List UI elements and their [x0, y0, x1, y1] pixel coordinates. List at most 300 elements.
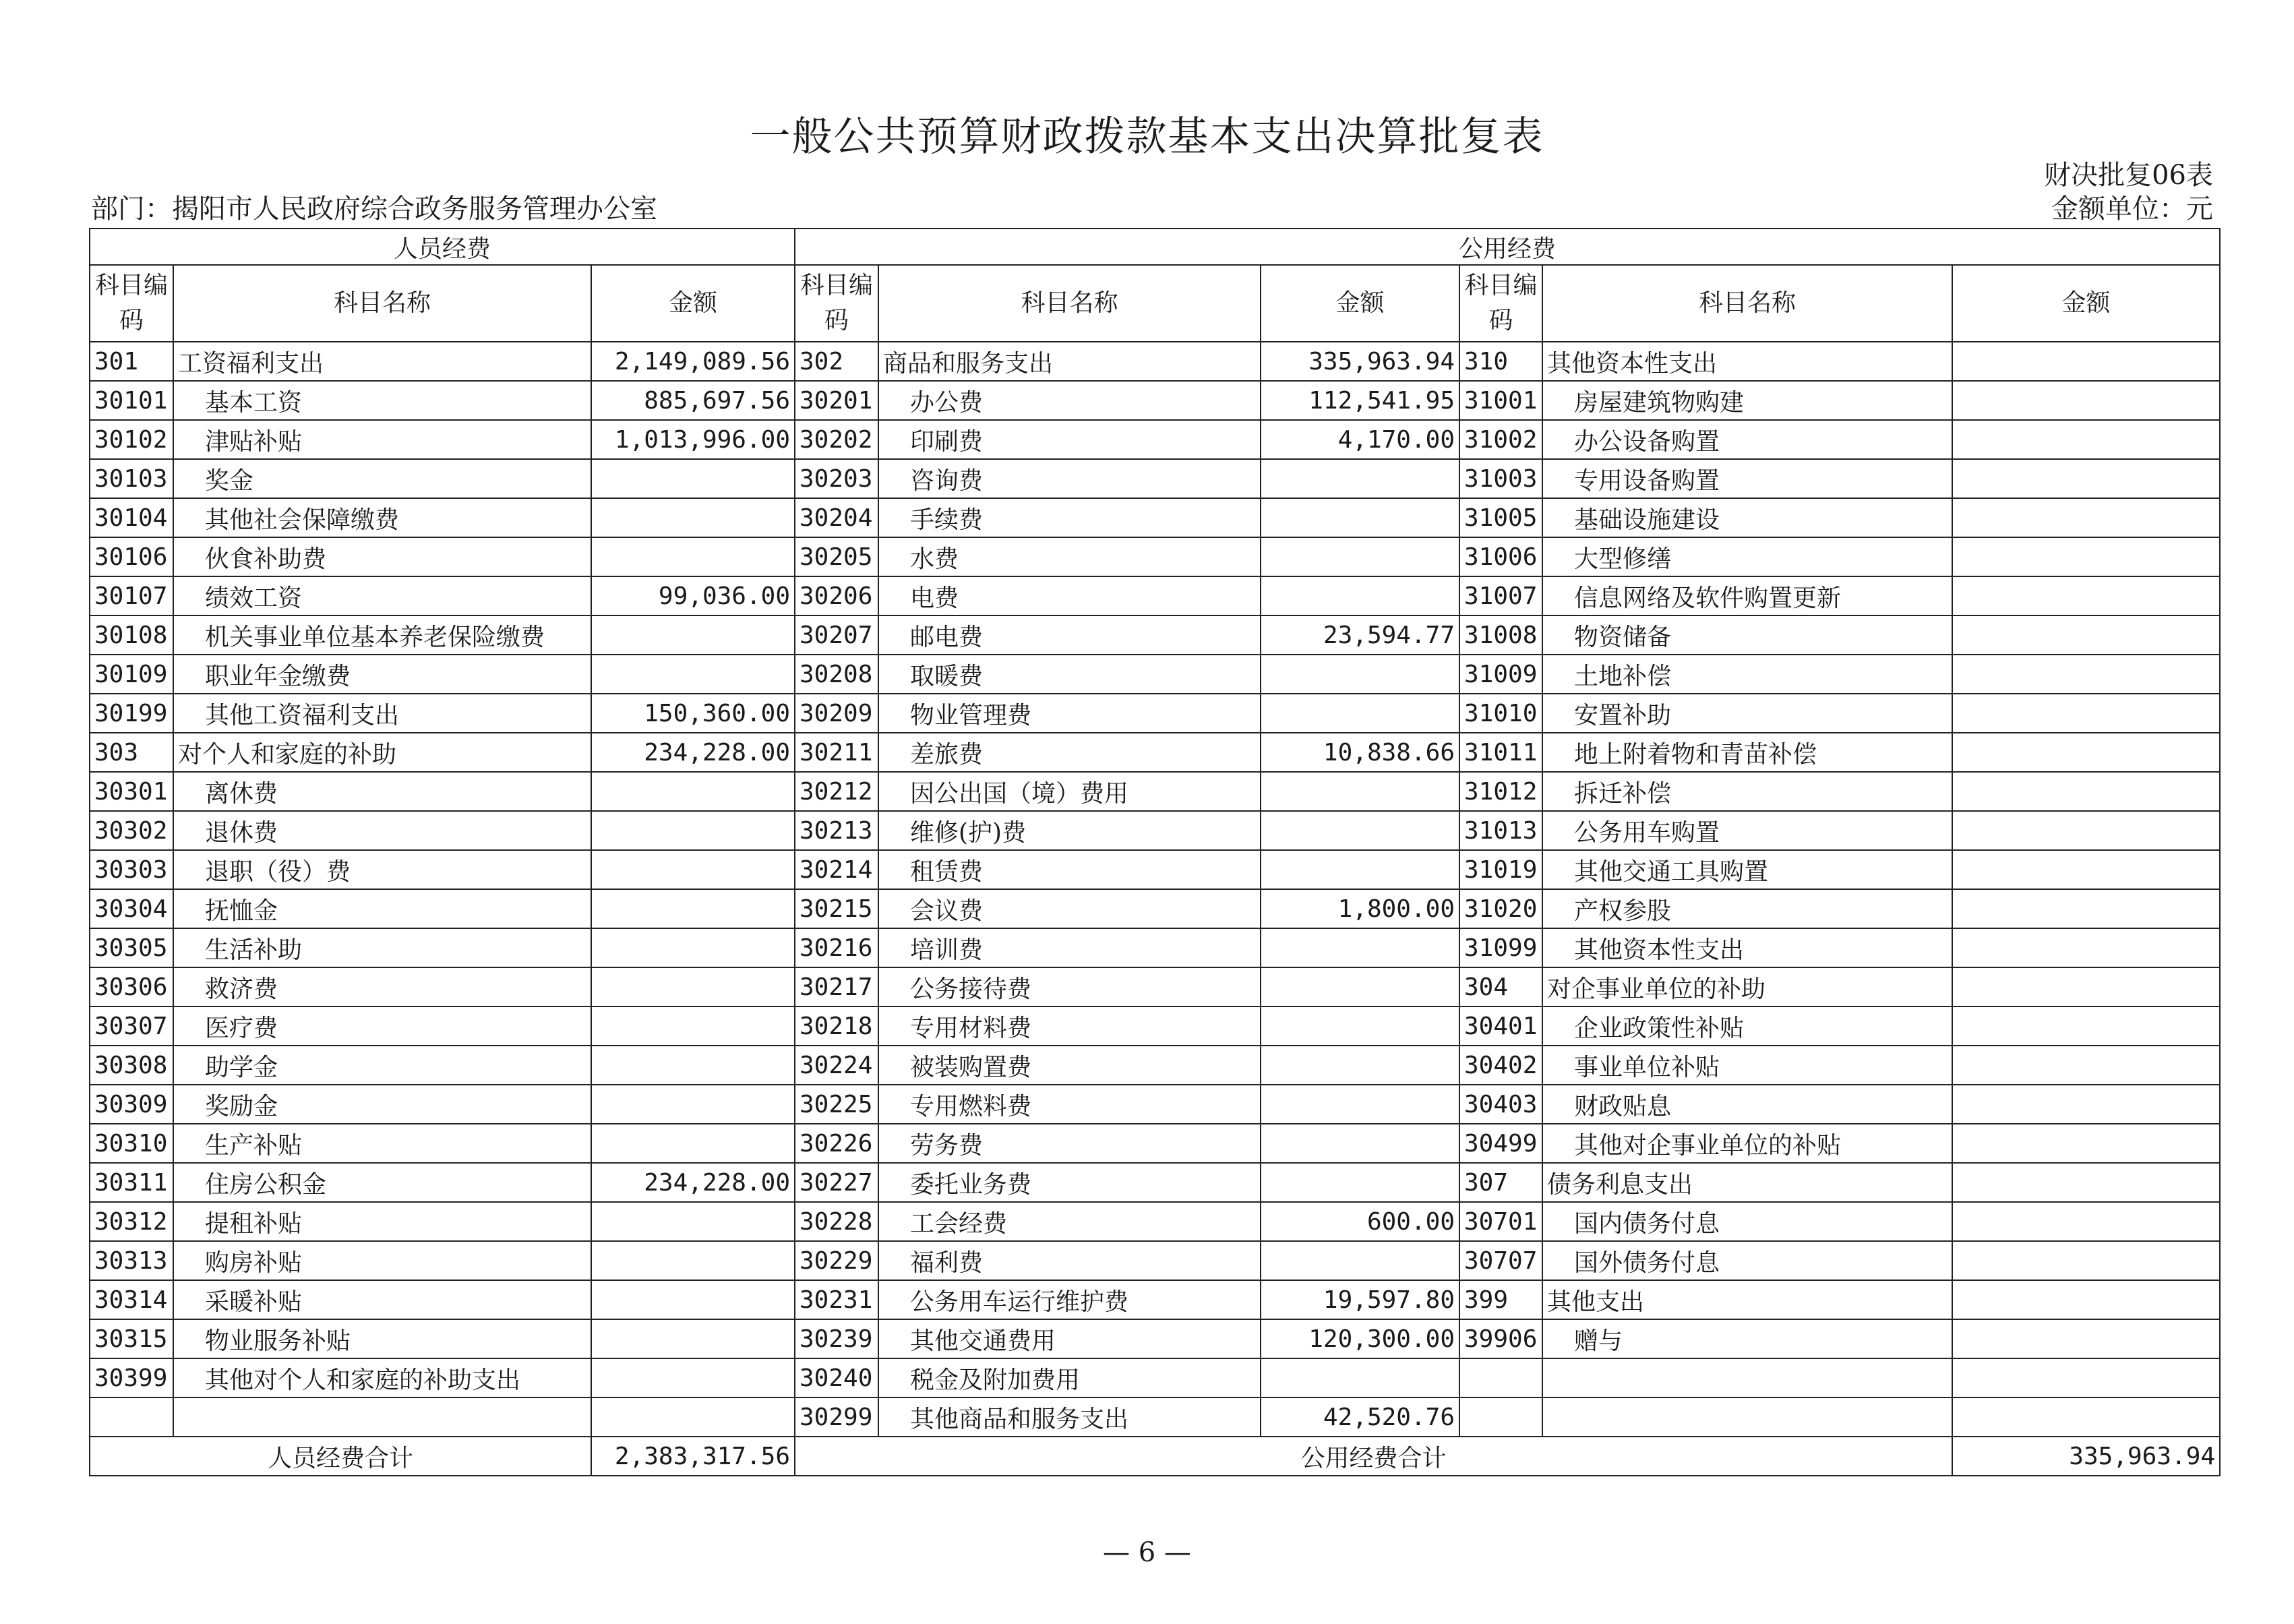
table-row [90, 1280, 2220, 1319]
name-cell [878, 850, 1261, 889]
code-cell: 30305 [90, 928, 173, 967]
name-cell [1542, 381, 1952, 420]
name-cell [1542, 655, 1952, 694]
code-cell: 30231 [795, 1280, 878, 1319]
name-cell [1542, 420, 1952, 459]
code-cell: 31003 [1459, 459, 1542, 498]
name-cell [173, 576, 591, 615]
name-cell [1542, 772, 1952, 811]
amount-cell [1261, 1358, 1459, 1397]
name-cell [878, 342, 1261, 381]
name-cell [1542, 1202, 1952, 1241]
name-cell [173, 772, 591, 811]
item-name: 物资储备 [1574, 623, 1672, 651]
amount-cell [1261, 655, 1459, 694]
code-cell: 31012 [1459, 772, 1542, 811]
amount-cell [1952, 1241, 2220, 1280]
item-name: 其他对企事业单位的补贴 [1574, 1131, 1842, 1160]
item-name: 会议费 [910, 897, 984, 925]
amount-cell [1952, 772, 2220, 811]
amount-cell [591, 850, 795, 889]
amount-cell: 335,963.94 [1261, 342, 1459, 381]
item-name: 生活补助 [205, 936, 303, 964]
code-cell: 30209 [795, 694, 878, 733]
table-row [90, 1085, 2220, 1124]
item-name: 对个人和家庭的补助 [178, 740, 397, 769]
name-cell [173, 811, 591, 850]
code-cell: 30204 [795, 498, 878, 537]
code-cell: 31005 [1459, 498, 1542, 537]
code-cell: 30228 [795, 1202, 878, 1241]
amount-cell [591, 655, 795, 694]
amount-cell [591, 1358, 795, 1397]
code-cell: 310 [1459, 342, 1542, 381]
header-code: 科目编码 [1459, 265, 1542, 342]
code-cell: 30310 [90, 1124, 173, 1163]
name-cell [1542, 498, 1952, 537]
item-name: 产权参股 [1574, 897, 1672, 925]
code-cell: 30399 [90, 1358, 173, 1397]
item-name: 其他对个人和家庭的补助支出 [205, 1366, 521, 1394]
item-name: 医疗费 [205, 1014, 278, 1042]
item-name: 被装购置费 [910, 1053, 1032, 1081]
code-cell: 301 [90, 342, 173, 381]
item-name: 因公出国（境）费用 [910, 779, 1129, 808]
amount-cell [1261, 459, 1459, 498]
amount-cell [1952, 1280, 2220, 1319]
code-cell: 30313 [90, 1241, 173, 1280]
name-cell [1542, 1085, 1952, 1124]
name-cell [878, 381, 1261, 420]
table-row [90, 1241, 2220, 1280]
item-name: 办公设备购置 [1574, 427, 1720, 456]
code-cell: 31099 [1459, 928, 1542, 967]
item-name: 地上附着物和青苗补偿 [1574, 740, 1817, 769]
item-name: 抚恤金 [205, 897, 278, 925]
table-row [90, 928, 2220, 967]
amount-cell [591, 537, 795, 576]
item-name: 委托业务费 [910, 1170, 1032, 1199]
code-cell: 30402 [1459, 1046, 1542, 1085]
name-cell [878, 733, 1261, 772]
code-cell: 30301 [90, 772, 173, 811]
code-cell: 30218 [795, 1006, 878, 1046]
name-cell [1542, 1124, 1952, 1163]
item-name: 国外债务付息 [1574, 1249, 1720, 1277]
code-cell: 303 [90, 733, 173, 772]
amount-cell [1261, 694, 1459, 733]
item-name: 离休费 [205, 779, 278, 808]
item-name: 提租补贴 [205, 1209, 303, 1238]
amount-cell [1261, 498, 1459, 537]
item-name: 其他工资福利支出 [205, 701, 400, 729]
code-cell: 30299 [795, 1397, 878, 1437]
item-name: 咨询费 [910, 467, 984, 495]
amount-cell [591, 1085, 795, 1124]
item-name: 奖金 [205, 467, 254, 495]
code-cell: 30304 [90, 889, 173, 928]
item-name: 办公费 [910, 388, 984, 417]
amount-cell [1952, 1319, 2220, 1358]
item-name: 其他交通工具购置 [1574, 858, 1769, 886]
amount-cell [1952, 1397, 2220, 1437]
item-name: 劳务费 [910, 1131, 984, 1160]
code-cell: 30206 [795, 576, 878, 615]
code-cell: 30226 [795, 1124, 878, 1163]
amount-cell: 4,170.00 [1261, 420, 1459, 459]
table-row [90, 342, 2220, 381]
code-cell: 30302 [90, 811, 173, 850]
item-name: 取暖费 [910, 662, 984, 690]
amount-cell [591, 772, 795, 811]
name-cell [1542, 1046, 1952, 1085]
amount-cell [1952, 498, 2220, 537]
amount-cell [1261, 576, 1459, 615]
header-amount: 金额 [1952, 265, 2220, 342]
code-cell: 31013 [1459, 811, 1542, 850]
name-cell [878, 615, 1261, 655]
name-cell [173, 1319, 591, 1358]
code-cell: 31011 [1459, 733, 1542, 772]
code-cell: 30201 [795, 381, 878, 420]
amount-cell [1261, 1085, 1459, 1124]
item-name: 维修(护)费 [910, 818, 1027, 847]
name-cell [173, 615, 591, 655]
name-cell [173, 1006, 591, 1046]
name-cell [173, 850, 591, 889]
amount-cell [1261, 850, 1459, 889]
code-cell: 30308 [90, 1046, 173, 1085]
amount-cell [591, 889, 795, 928]
name-cell [173, 1397, 591, 1437]
name-cell [173, 498, 591, 537]
code-cell: 30217 [795, 967, 878, 1006]
item-name: 退休费 [205, 818, 278, 847]
code-cell: 30224 [795, 1046, 878, 1085]
code-cell: 30203 [795, 459, 878, 498]
name-cell [173, 967, 591, 1006]
name-cell [1542, 1319, 1952, 1358]
item-name: 财政贴息 [1574, 1092, 1672, 1120]
name-cell [173, 342, 591, 381]
item-name: 大型修缮 [1574, 545, 1672, 573]
name-cell [878, 1358, 1261, 1397]
header-code: 科目编码 [795, 265, 878, 342]
personnel-total-amount: 2,383,317.56 [591, 1437, 795, 1476]
code-cell: 30216 [795, 928, 878, 967]
table-row [90, 1124, 2220, 1163]
code-cell [1459, 1358, 1542, 1397]
code-cell: 30311 [90, 1163, 173, 1202]
personnel-total-label: 人员经费合计 [90, 1437, 591, 1476]
item-name: 伙食补助费 [205, 545, 327, 573]
name-cell [878, 1397, 1261, 1437]
name-cell [878, 420, 1261, 459]
name-cell [173, 1163, 591, 1202]
code-cell: 302 [795, 342, 878, 381]
item-name: 物业管理费 [910, 701, 1032, 729]
amount-cell: 42,520.76 [1261, 1397, 1459, 1437]
name-cell [1542, 694, 1952, 733]
code-cell: 30214 [795, 850, 878, 889]
code-cell: 30312 [90, 1202, 173, 1241]
code-cell: 307 [1459, 1163, 1542, 1202]
amount-cell [1952, 694, 2220, 733]
amount-cell [591, 1397, 795, 1437]
amount-cell [1261, 1163, 1459, 1202]
public-total-amount: 335,963.94 [1952, 1437, 2220, 1476]
amount-cell [1952, 928, 2220, 967]
amount-cell [591, 967, 795, 1006]
item-name: 津贴补贴 [205, 427, 303, 456]
amount-cell: 1,800.00 [1261, 889, 1459, 928]
code-cell: 30215 [795, 889, 878, 928]
amount-cell [1261, 537, 1459, 576]
amount-cell [1952, 576, 2220, 615]
code-cell: 30109 [90, 655, 173, 694]
item-name: 采暖补贴 [205, 1288, 303, 1316]
code-cell: 30309 [90, 1085, 173, 1124]
public-total-label: 公用经费合计 [795, 1437, 1952, 1476]
code-cell: 31006 [1459, 537, 1542, 576]
amount-cell: 885,697.56 [591, 381, 795, 420]
name-cell [878, 889, 1261, 928]
name-cell [1542, 1163, 1952, 1202]
item-name: 信息网络及软件购置更新 [1574, 584, 1842, 612]
code-cell: 304 [1459, 967, 1542, 1006]
amount-cell [591, 1006, 795, 1046]
name-cell [878, 811, 1261, 850]
item-name: 其他资本性支出 [1547, 349, 1718, 378]
code-cell [1459, 1397, 1542, 1437]
code-cell: 399 [1459, 1280, 1542, 1319]
amount-cell: 120,300.00 [1261, 1319, 1459, 1358]
item-name: 公务用车购置 [1574, 818, 1720, 847]
table-row [90, 850, 2220, 889]
name-cell [1542, 928, 1952, 967]
section-public: 公用经费 [795, 229, 2220, 265]
amount-cell: 10,838.66 [1261, 733, 1459, 772]
item-name: 其他社会保障缴费 [205, 506, 400, 534]
item-name: 退职（役）费 [205, 858, 351, 886]
name-cell [878, 1046, 1261, 1085]
amount-cell [1952, 850, 2220, 889]
code-cell: 31010 [1459, 694, 1542, 733]
amount-cell: 234,228.00 [591, 1163, 795, 1202]
item-name: 电费 [910, 584, 959, 612]
code-cell: 30239 [795, 1319, 878, 1358]
item-name: 公务用车运行维护费 [910, 1288, 1129, 1316]
page-number: — 6 — [1103, 1537, 1191, 1568]
name-cell [173, 733, 591, 772]
header-name: 科目名称 [878, 265, 1261, 342]
header-amount: 金额 [1261, 265, 1459, 342]
item-name: 租赁费 [910, 858, 984, 886]
code-cell: 31007 [1459, 576, 1542, 615]
table-row [90, 694, 2220, 733]
item-name: 其他资本性支出 [1574, 936, 1745, 964]
item-name: 基本工资 [205, 388, 303, 417]
table-row [90, 537, 2220, 576]
name-cell [1542, 576, 1952, 615]
code-cell: 30108 [90, 615, 173, 655]
name-cell [173, 928, 591, 967]
name-cell [173, 889, 591, 928]
name-cell [878, 1163, 1261, 1202]
item-name: 救济费 [205, 975, 278, 1003]
amount-cell [1952, 615, 2220, 655]
item-name: 福利费 [910, 1249, 984, 1277]
amount-cell: 150,360.00 [591, 694, 795, 733]
item-name: 购房补贴 [205, 1249, 303, 1277]
amount-cell: 23,594.77 [1261, 615, 1459, 655]
amount-cell [1261, 1006, 1459, 1046]
code-cell: 30403 [1459, 1085, 1542, 1124]
table-row [90, 967, 2220, 1006]
item-name: 邮电费 [910, 623, 984, 651]
amount-cell [1952, 1046, 2220, 1085]
header-amount: 金额 [591, 265, 795, 342]
item-name: 专用设备购置 [1574, 467, 1720, 495]
item-name: 其他交通费用 [910, 1327, 1056, 1355]
amount-cell [1952, 420, 2220, 459]
table-row [90, 1202, 2220, 1241]
name-cell [173, 655, 591, 694]
name-cell [878, 459, 1261, 498]
table-row [90, 459, 2220, 498]
item-name: 奖励金 [205, 1092, 278, 1120]
amount-cell [1261, 967, 1459, 1006]
code-cell: 30315 [90, 1319, 173, 1358]
table-row [90, 1319, 2220, 1358]
amount-cell [591, 1319, 795, 1358]
form-code: 财决批复06表 [2044, 160, 2213, 191]
name-cell [1542, 459, 1952, 498]
item-name: 生产补贴 [205, 1131, 303, 1160]
item-name: 债务利息支出 [1547, 1170, 1693, 1199]
code-cell: 30213 [795, 811, 878, 850]
name-cell [173, 1124, 591, 1163]
name-cell [878, 1241, 1261, 1280]
name-cell [1542, 733, 1952, 772]
amount-cell [591, 811, 795, 850]
item-name: 差旅费 [910, 740, 984, 769]
code-cell: 30202 [795, 420, 878, 459]
item-name: 商品和服务支出 [883, 349, 1054, 378]
item-name: 职业年金缴费 [205, 662, 351, 690]
code-cell [90, 1397, 173, 1437]
name-cell [1542, 889, 1952, 928]
item-name: 专用材料费 [910, 1014, 1032, 1042]
table-row [90, 615, 2220, 655]
name-cell [878, 1280, 1261, 1319]
code-cell: 30701 [1459, 1202, 1542, 1241]
report-title: 一般公共预算财政拨款基本支出决算批复表 [750, 113, 1544, 160]
expenditure-table [89, 228, 2221, 1476]
name-cell [1542, 1280, 1952, 1319]
amount-cell [591, 1202, 795, 1241]
item-name: 培训费 [910, 936, 984, 964]
name-cell [173, 1046, 591, 1085]
code-cell: 30102 [90, 420, 173, 459]
item-name: 住房公积金 [205, 1170, 327, 1199]
code-cell: 30707 [1459, 1241, 1542, 1280]
name-cell [173, 1085, 591, 1124]
code-cell: 30106 [90, 537, 173, 576]
totals-row [90, 1437, 2220, 1476]
item-name: 工会经费 [910, 1209, 1008, 1238]
name-cell [878, 772, 1261, 811]
item-name: 其他商品和服务支出 [910, 1405, 1129, 1433]
name-cell [1542, 537, 1952, 576]
amount-cell [591, 1046, 795, 1085]
name-cell [173, 459, 591, 498]
name-cell [1542, 342, 1952, 381]
table-row [90, 576, 2220, 615]
code-cell: 31020 [1459, 889, 1542, 928]
code-cell: 30227 [795, 1163, 878, 1202]
code-cell: 30307 [90, 1006, 173, 1046]
amount-cell: 234,228.00 [591, 733, 795, 772]
amount-cell: 1,013,996.00 [591, 420, 795, 459]
code-cell: 39906 [1459, 1319, 1542, 1358]
amount-cell [1952, 537, 2220, 576]
code-cell: 31008 [1459, 615, 1542, 655]
name-cell [173, 381, 591, 420]
code-cell: 30207 [795, 615, 878, 655]
amount-cell: 112,541.95 [1261, 381, 1459, 420]
item-name: 助学金 [205, 1053, 278, 1081]
name-cell [173, 1241, 591, 1280]
item-name: 物业服务补贴 [205, 1327, 351, 1355]
item-name: 房屋建筑物购建 [1574, 388, 1745, 417]
code-cell: 30199 [90, 694, 173, 733]
amount-cell [591, 1124, 795, 1163]
item-name: 税金及附加费用 [910, 1366, 1081, 1394]
name-cell [1542, 1358, 1952, 1397]
table-row [90, 655, 2220, 694]
section-header-row [90, 229, 2220, 265]
name-cell [878, 537, 1261, 576]
name-cell [1542, 850, 1952, 889]
name-cell [173, 537, 591, 576]
amount-cell [591, 459, 795, 498]
name-cell [1542, 811, 1952, 850]
code-cell: 30306 [90, 967, 173, 1006]
code-cell: 30401 [1459, 1006, 1542, 1046]
table-row [90, 1046, 2220, 1085]
amount-cell [1952, 1124, 2220, 1163]
amount-cell [1952, 655, 2220, 694]
code-cell: 30499 [1459, 1124, 1542, 1163]
amount-cell [1261, 1241, 1459, 1280]
code-cell: 30229 [795, 1241, 878, 1280]
name-cell [1542, 615, 1952, 655]
amount-cell: 99,036.00 [591, 576, 795, 615]
table-row [90, 1006, 2220, 1046]
name-cell [878, 1124, 1261, 1163]
table-row [90, 381, 2220, 420]
item-name: 印刷费 [910, 427, 984, 456]
item-name: 企业政策性补贴 [1574, 1014, 1745, 1042]
code-cell: 31009 [1459, 655, 1542, 694]
amount-cell [1261, 928, 1459, 967]
amount-cell [1952, 811, 2220, 850]
name-cell [878, 1319, 1261, 1358]
item-name: 土地补偿 [1574, 662, 1672, 690]
unit-label: 金额单位：元 [2051, 193, 2213, 224]
table-row [90, 498, 2220, 537]
